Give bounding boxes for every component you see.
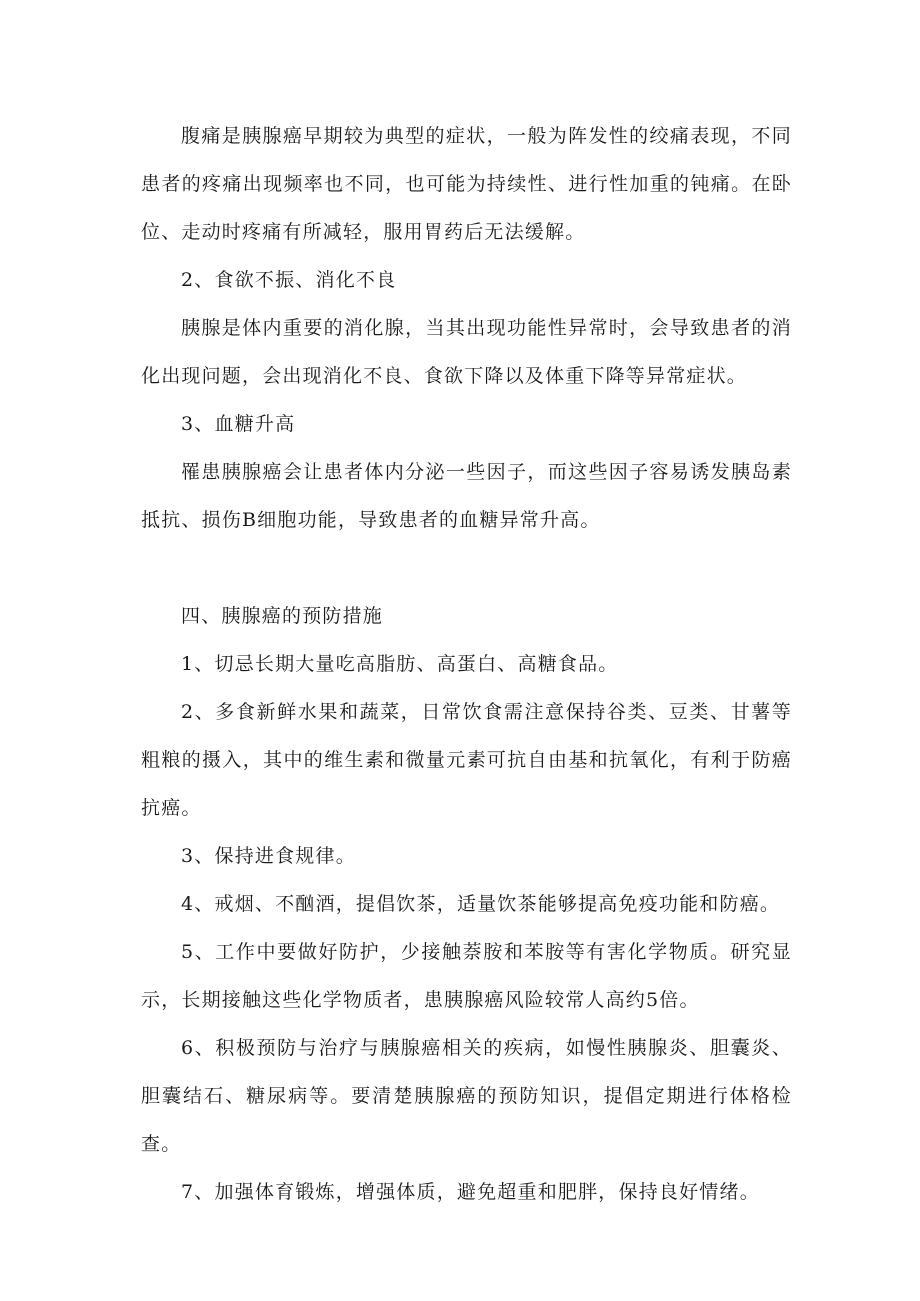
prevention-item-6: 6、积极预防与治疗与胰腺癌相关的疾病，如慢性胰腺炎、胆囊炎、胆囊结石、糖尿病等。要清楚胰腺癌的预防知识，提倡定期进行体格检查。: [141, 1037, 792, 1155]
document-body: [141, 112, 792, 1216]
section-heading-prevention: 四、胰腺癌的预防措施: [181, 605, 384, 627]
prevention-item-3: 3、保持进食规律。: [181, 845, 356, 867]
prevention-item-5: 5、工作中要做好防护，少接触萘胺和苯胺等有害化学物质。研究显示，长期接触这些化学物质者，患胰腺癌风险较常人高约5倍。: [141, 941, 792, 1011]
heading-appetite-loss: 2、食欲不振、消化不良: [181, 269, 397, 291]
heading-blood-sugar: 3、血糖升高: [181, 413, 296, 435]
prevention-item-7: 7、加强体育锻炼，增强体质，避免超重和肥胖，保持良好情绪。: [181, 1181, 760, 1203]
paragraph-digestion: 胰腺是体内重要的消化腺，当其出现功能性异常时，会导致患者的消化出现问题，会出现消化不良、食欲下降以及体重下降等异常症状。: [141, 317, 792, 387]
paragraph-abdominal-pain: 腹痛是胰腺癌早期较为典型的症状，一般为阵发性的绞痛表现，不同患者的疼痛出现频率也不同，也可能为持续性、进行性加重的钝痛。在卧位、走动时疼痛有所减轻，服用胃药后无法缓解。: [141, 125, 792, 243]
prevention-item-1: 1、切忌长期大量吃高脂肪、高蛋白、高糖食品。: [181, 653, 619, 675]
prevention-item-2: 2、多食新鲜水果和蔬菜，日常饮食需注意保持谷类、豆类、甘薯等粗粮的摄入，其中的维生素和微量元素可抗自由基和抗氧化，有利于防癌抗癌。: [141, 701, 792, 819]
prevention-item-4: 4、戒烟、不酗酒，提倡饮茶，适量饮茶能够提高免疫功能和防癌。: [181, 893, 781, 915]
paragraph-blood-sugar: 罹患胰腺癌会让患者体内分泌一些因子，而这些因子容易诱发胰岛素抵抗、损伤B细胞功能，导致患者的血糖异常升高。: [141, 461, 792, 531]
